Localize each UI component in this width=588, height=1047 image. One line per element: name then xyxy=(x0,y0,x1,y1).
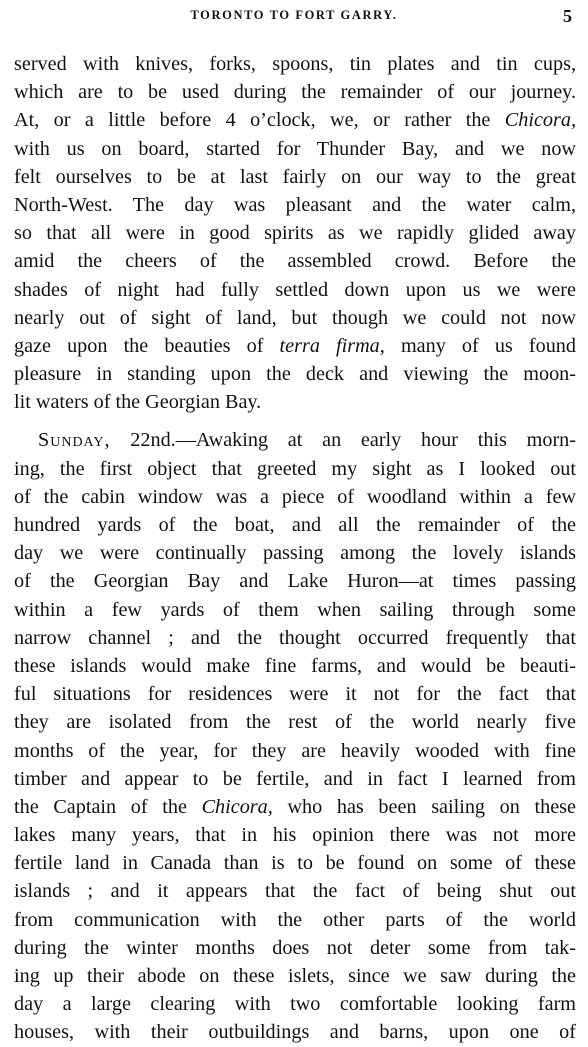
ship-name: Chicora, xyxy=(504,109,576,132)
text-line: hundred yards of the boat, and all the remainder of the xyxy=(14,514,576,536)
body-text xyxy=(14,50,576,1047)
text-line xyxy=(14,426,576,454)
paragraph-1 xyxy=(14,50,576,416)
text-line: from communication with the other parts of the world xyxy=(14,908,576,931)
text-line xyxy=(14,332,576,360)
text-line xyxy=(14,106,576,134)
text-line: day a large clearing with two comfortable looking farm xyxy=(14,993,576,1016)
text-line: lit waters of the Georgian Bay. xyxy=(14,391,262,414)
text-line: ful situations for residences were it not for the fact that xyxy=(14,683,576,706)
text-line: served with knives, forks, spoons, tin plates and tin cups, xyxy=(14,53,576,75)
text-line: during the winter months does not deter some from tak- xyxy=(14,936,576,959)
paragraph-2 xyxy=(14,426,576,1046)
ship-name: Chicora, xyxy=(201,795,273,818)
text-line: narrow channel ; and the thought occurred frequently that xyxy=(14,626,576,649)
text-line: they are isolated from the rest of the world nearly five xyxy=(14,711,576,734)
text-run: gaze upon the beauties of xyxy=(14,334,280,357)
text-line: which are to be used during the remainder of our journey. xyxy=(14,81,576,104)
paragraph-gap xyxy=(14,416,576,426)
text-run: the Captain of the xyxy=(14,795,202,818)
text-line: timber and appear to be fertile, and in fact I learned from xyxy=(14,767,576,790)
running-head xyxy=(0,8,588,30)
text-line: day we were continually passing among the lovely islands xyxy=(14,542,576,565)
text-line: shades of night had fully settled down upon us we were xyxy=(14,278,576,301)
text-line: felt ourselves to be at last fairly on our way to the great xyxy=(14,165,576,188)
text-line: months of the year, for they are heavily wooded with fine xyxy=(14,739,576,762)
text-line: with us on board, started for Thunder Bay, and we now xyxy=(14,137,576,160)
text-line: these islands would make fine farms, and would be beauti- xyxy=(14,654,576,677)
text-line: houses, with their outbuildings and barns, upon one of xyxy=(14,1021,576,1044)
text-line: ing, the first object that greeted my sight as I looked out xyxy=(14,457,576,480)
latin-phrase: terra firma, xyxy=(279,334,385,357)
text-line: within a few yards of them when sailing through some xyxy=(14,598,576,621)
text-line: ing up their abode on these islets, since we saw during the xyxy=(14,965,576,987)
text-line: of the cabin window was a piece of woodland within a few xyxy=(14,485,576,508)
text-run: who has been sailing on these xyxy=(272,795,576,818)
text-line: North-West. The day was pleasant and the water calm, xyxy=(14,193,576,216)
day-heading: Sunday, xyxy=(38,429,111,452)
text-run: 22nd.—Awaking at an early hour this morn- xyxy=(110,429,576,452)
text-line: islands ; and it appears that the fact of being shut out xyxy=(14,880,576,903)
text-line: so that all were in good spirits as we rapidly glided away xyxy=(14,222,576,245)
text-line: nearly out of sight of land, but though we could not now xyxy=(14,306,576,329)
text-line: pleasure in standing upon the deck and viewing the moon- xyxy=(14,363,576,386)
text-line xyxy=(14,793,576,821)
page-number: 5 xyxy=(563,6,572,26)
text-run: many of us found xyxy=(384,334,576,357)
text-line: lakes many years, that in his opinion there was not more xyxy=(14,824,576,847)
text-line: amid the cheers of the assembled crowd. Before the xyxy=(14,250,576,273)
text-run: At, or a little before 4 o’clock, we, or rather the xyxy=(14,109,505,132)
text-line: of the Georgian Bay and Lake Huron—at times passing xyxy=(14,570,576,593)
running-title: TORONTO TO FORT GARRY. xyxy=(190,8,398,22)
text-line: fertile land in Canada than is to be found on some of these xyxy=(14,852,576,875)
